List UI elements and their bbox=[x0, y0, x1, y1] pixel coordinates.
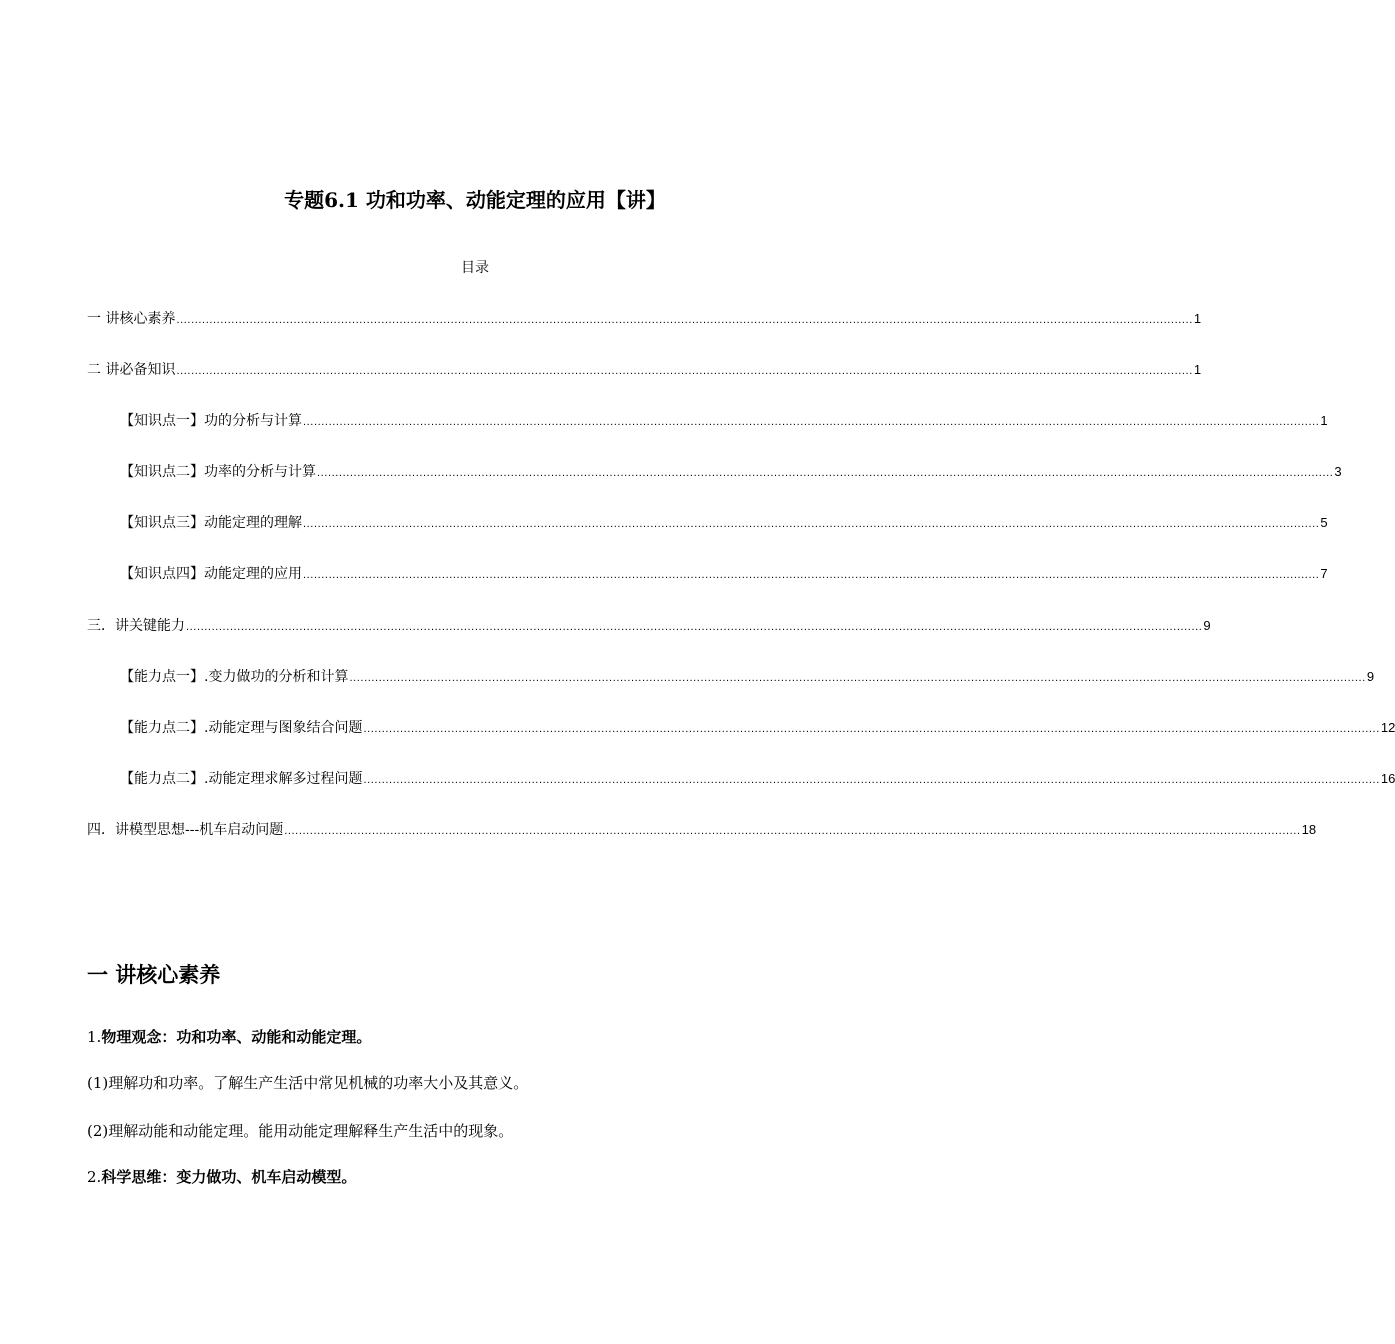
paragraph-bold-text: 物理观念：功和功率、动能和动能定理。 bbox=[101, 1028, 372, 1046]
toc-leader-dots: ...................................................................................................................................................................................................................................................................................... bbox=[176, 365, 1193, 377]
toc-entry[interactable] bbox=[120, 513, 1328, 533]
toc-entry[interactable] bbox=[120, 462, 1342, 482]
toc-leader-dots: ...................................................................................................................................................................................................................................................................................... bbox=[363, 774, 1380, 786]
paragraph-number: 1. bbox=[87, 1028, 102, 1046]
paragraph-scientific-thinking bbox=[87, 1166, 356, 1188]
section-heading: 一 讲核心素养 bbox=[87, 962, 221, 987]
toc-leader-dots: ...................................................................................................................................................................................................................................................................................... bbox=[349, 672, 1366, 684]
paragraph-number: 2. bbox=[87, 1168, 102, 1186]
toc-entry[interactable] bbox=[87, 616, 1211, 636]
toc-leader-dots: ...................................................................................................................................................................................................................................................................................... bbox=[363, 723, 1380, 735]
toc-leader-dots: ...................................................................................................................................................................................................................................................................................... bbox=[284, 825, 1301, 837]
toc-entry[interactable] bbox=[87, 360, 1202, 380]
toc-leader-dots: ...................................................................................................................................................................................................................................................................................... bbox=[176, 314, 1193, 326]
toc-entry-label: 【知识点二】功率的分析与计算 bbox=[120, 464, 316, 480]
paragraph-understand-work-power: (1)理解功和功率。了解生产生活中常见机械的功率大小及其意义。 bbox=[87, 1074, 529, 1092]
toc-leader-dots: ...................................................................................................................................................................................................................................................................................... bbox=[317, 467, 1334, 479]
toc-leader-dots: ...................................................................................................................................................................................................................................................................................... bbox=[303, 569, 1320, 581]
toc-entry[interactable] bbox=[120, 718, 1395, 738]
toc-entry-label: 【知识点四】动能定理的应用 bbox=[120, 566, 302, 582]
toc-entry[interactable] bbox=[120, 564, 1328, 584]
toc-leader-dots: ...................................................................................................................................................................................................................................................................................... bbox=[186, 621, 1203, 633]
toc-entry-page: 9 bbox=[1203, 618, 1211, 633]
toc-entry-page: 1 bbox=[1193, 311, 1202, 326]
toc-entry[interactable] bbox=[120, 411, 1328, 431]
toc-entry-label: 【能力点二】.动能定理求解多过程问题 bbox=[120, 771, 363, 787]
toc-entry-page: 5 bbox=[1320, 515, 1328, 530]
toc-entry-page: 9 bbox=[1366, 669, 1375, 684]
toc-entry[interactable] bbox=[87, 820, 1317, 840]
toc-entry-label: 四．讲模型思想---机车启动问题 bbox=[87, 822, 284, 838]
toc-entry-label: 二 讲必备知识 bbox=[87, 362, 176, 378]
toc-entry-page: 16 bbox=[1380, 771, 1395, 786]
toc-entry-page: 12 bbox=[1380, 720, 1395, 735]
toc-entry-page: 7 bbox=[1320, 566, 1328, 581]
toc-entry[interactable] bbox=[120, 667, 1375, 687]
toc-heading: 目录 bbox=[461, 260, 489, 276]
toc-entry-page: 18 bbox=[1301, 822, 1317, 837]
toc-entry[interactable] bbox=[120, 769, 1395, 789]
toc-entry-page: 3 bbox=[1334, 464, 1342, 479]
toc-entry-page: 1 bbox=[1193, 362, 1202, 377]
toc-entry-label: 三．讲关键能力 bbox=[87, 618, 185, 634]
toc-entry-label: 【知识点一】功的分析与计算 bbox=[120, 413, 302, 429]
toc-entry-page: 1 bbox=[1320, 413, 1328, 428]
toc-leader-dots: ...................................................................................................................................................................................................................................................................................... bbox=[303, 518, 1320, 530]
toc-entry[interactable] bbox=[87, 309, 1202, 329]
document-title: 专题6.1 功和功率、动能定理的应用【讲】 bbox=[284, 188, 666, 212]
paragraph-bold-text: 科学思维：变力做功、机车启动模型。 bbox=[101, 1168, 357, 1186]
toc-entry-label: 【能力点一】.变力做功的分析和计算 bbox=[120, 669, 349, 685]
paragraph-physics-concept bbox=[87, 1026, 371, 1048]
toc-leader-dots: ...................................................................................................................................................................................................................................................................................... bbox=[303, 416, 1320, 428]
toc-entry-label: 【知识点三】动能定理的理解 bbox=[120, 515, 302, 531]
paragraph-understand-kinetic-energy: (2)理解动能和动能定理。能用动能定理解释生产生活中的现象。 bbox=[87, 1122, 514, 1140]
toc-entry-label: 一 讲核心素养 bbox=[87, 311, 176, 327]
toc-entry-label: 【能力点二】.动能定理与图象结合问题 bbox=[120, 720, 363, 736]
